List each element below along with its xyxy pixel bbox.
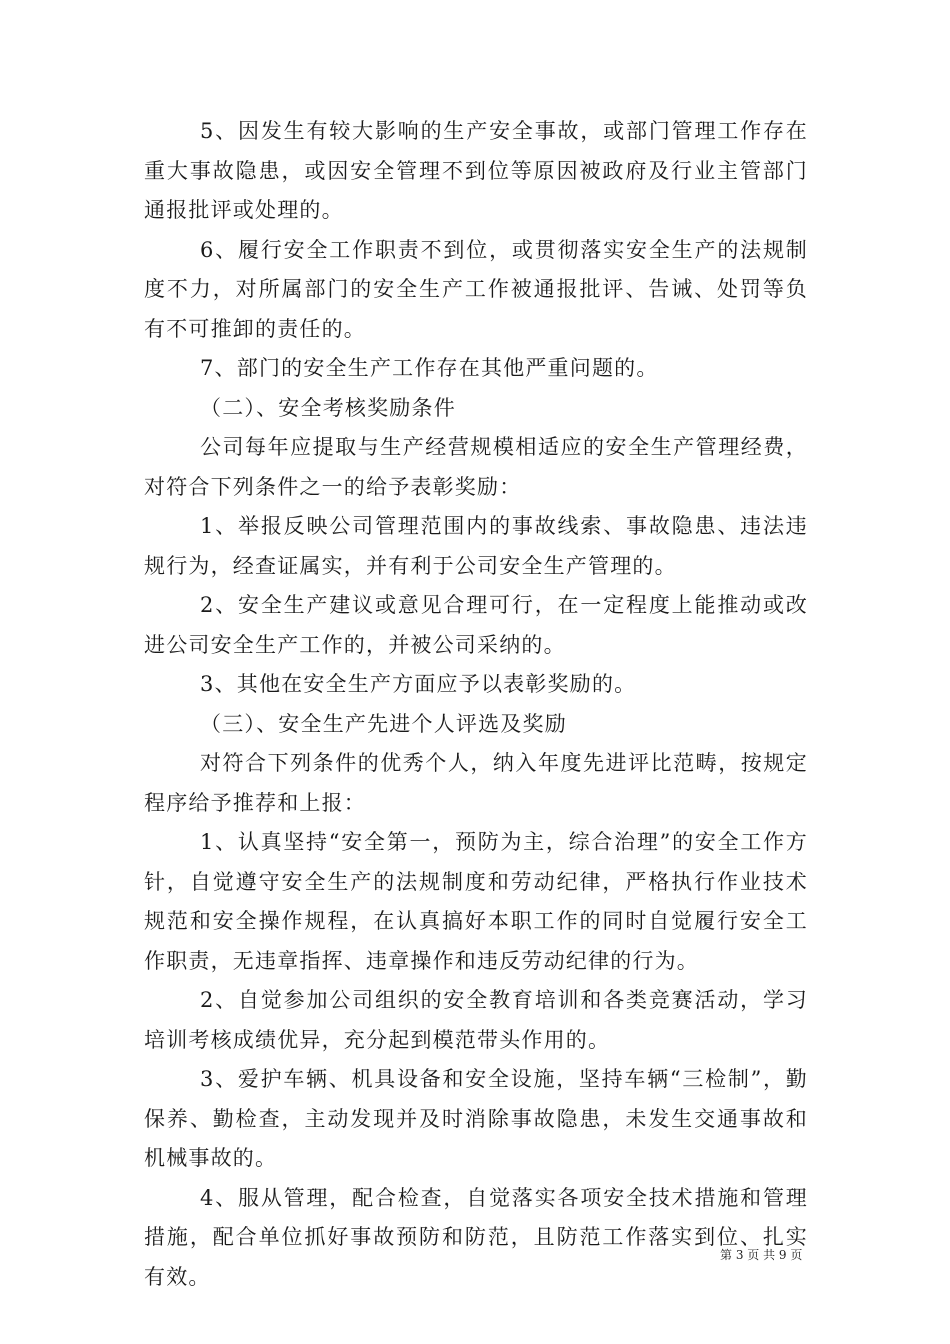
paragraph-item-6: 6、履行安全工作职责不到位，或贯彻落实安全生产的法规制度不力，对所属部门的安全生产工作被通报批评、告诫、处罚等负有不可推卸的责任的。 — [144, 237, 808, 341]
paragraph-item-5: 5、因发生有较大影响的生产安全事故，或部门管理工作存在重大事故隐患，或因安全管理不到位等原因被政府及行业主管部门通报批评或处理的。 — [144, 119, 808, 222]
paragraph-reward-2: 2、安全生产建议或意见合理可行，在一定程度上能推动或改进公司安全生产工作的，并被公司采纳的。 — [144, 593, 808, 657]
paragraph-advanced-4: 4、服从管理，配合检查，自觉落实各项安全技术措施和管理措施，配合单位抓好事故预防和防范，且防范工作落实到位、扎实有效。 — [144, 1185, 808, 1289]
paragraph-reward-intro: 公司每年应提取与生产经营规模相适应的安全生产管理经费，对符合下列条件之一的给予表彰奖励： — [144, 435, 808, 499]
paragraph-advanced-3: 3、爱护车辆、机具设备和安全设施，坚持车辆“三检制”，勤保养、勤检查，主动发现并及时消除事故隐患，未发生交通事故和机械事故的。 — [144, 1067, 808, 1170]
section-heading-reward-conditions: （二）、安全考核奖励条件 — [200, 395, 456, 420]
page-number-footer: 第 3 页 共 9 页 — [720, 1248, 803, 1262]
paragraph-reward-3: 3、其他在安全生产方面应予以表彰奖励的。 — [200, 672, 637, 696]
document-body — [144, 112, 808, 1297]
paragraph-advanced-intro: 对符合下列条件的优秀个人，纳入年度先进评比范畴，按规定程序给予推荐和上报： — [144, 751, 808, 815]
paragraph-reward-1: 1、举报反映公司管理范围内的事故线索、事故隐患、违法违规行为，经查证属实，并有利于公司安全生产管理的。 — [144, 514, 808, 578]
paragraph-advanced-2: 2、自觉参加公司组织的安全教育培训和各类竞赛活动，学习培训考核成绩优异，充分起到模范带头作用的。 — [144, 988, 808, 1052]
paragraph-advanced-1: 1、认真坚持“安全第一，预防为主，综合治理”的安全工作方针，自觉遵守安全生产的法规制度和劳动纪律，严格执行作业技术规范和安全操作规程，在认真搞好本职工作的同时自觉履行安全工作职责，无违章指挥、违章操作和违反劳动纪律的行为。 — [144, 830, 808, 973]
paragraph-item-7: 7、部门的安全生产工作存在其他严重问题的。 — [200, 356, 659, 380]
section-heading-advanced-individual: （三）、安全生产先进个人评选及奖励 — [200, 711, 567, 736]
